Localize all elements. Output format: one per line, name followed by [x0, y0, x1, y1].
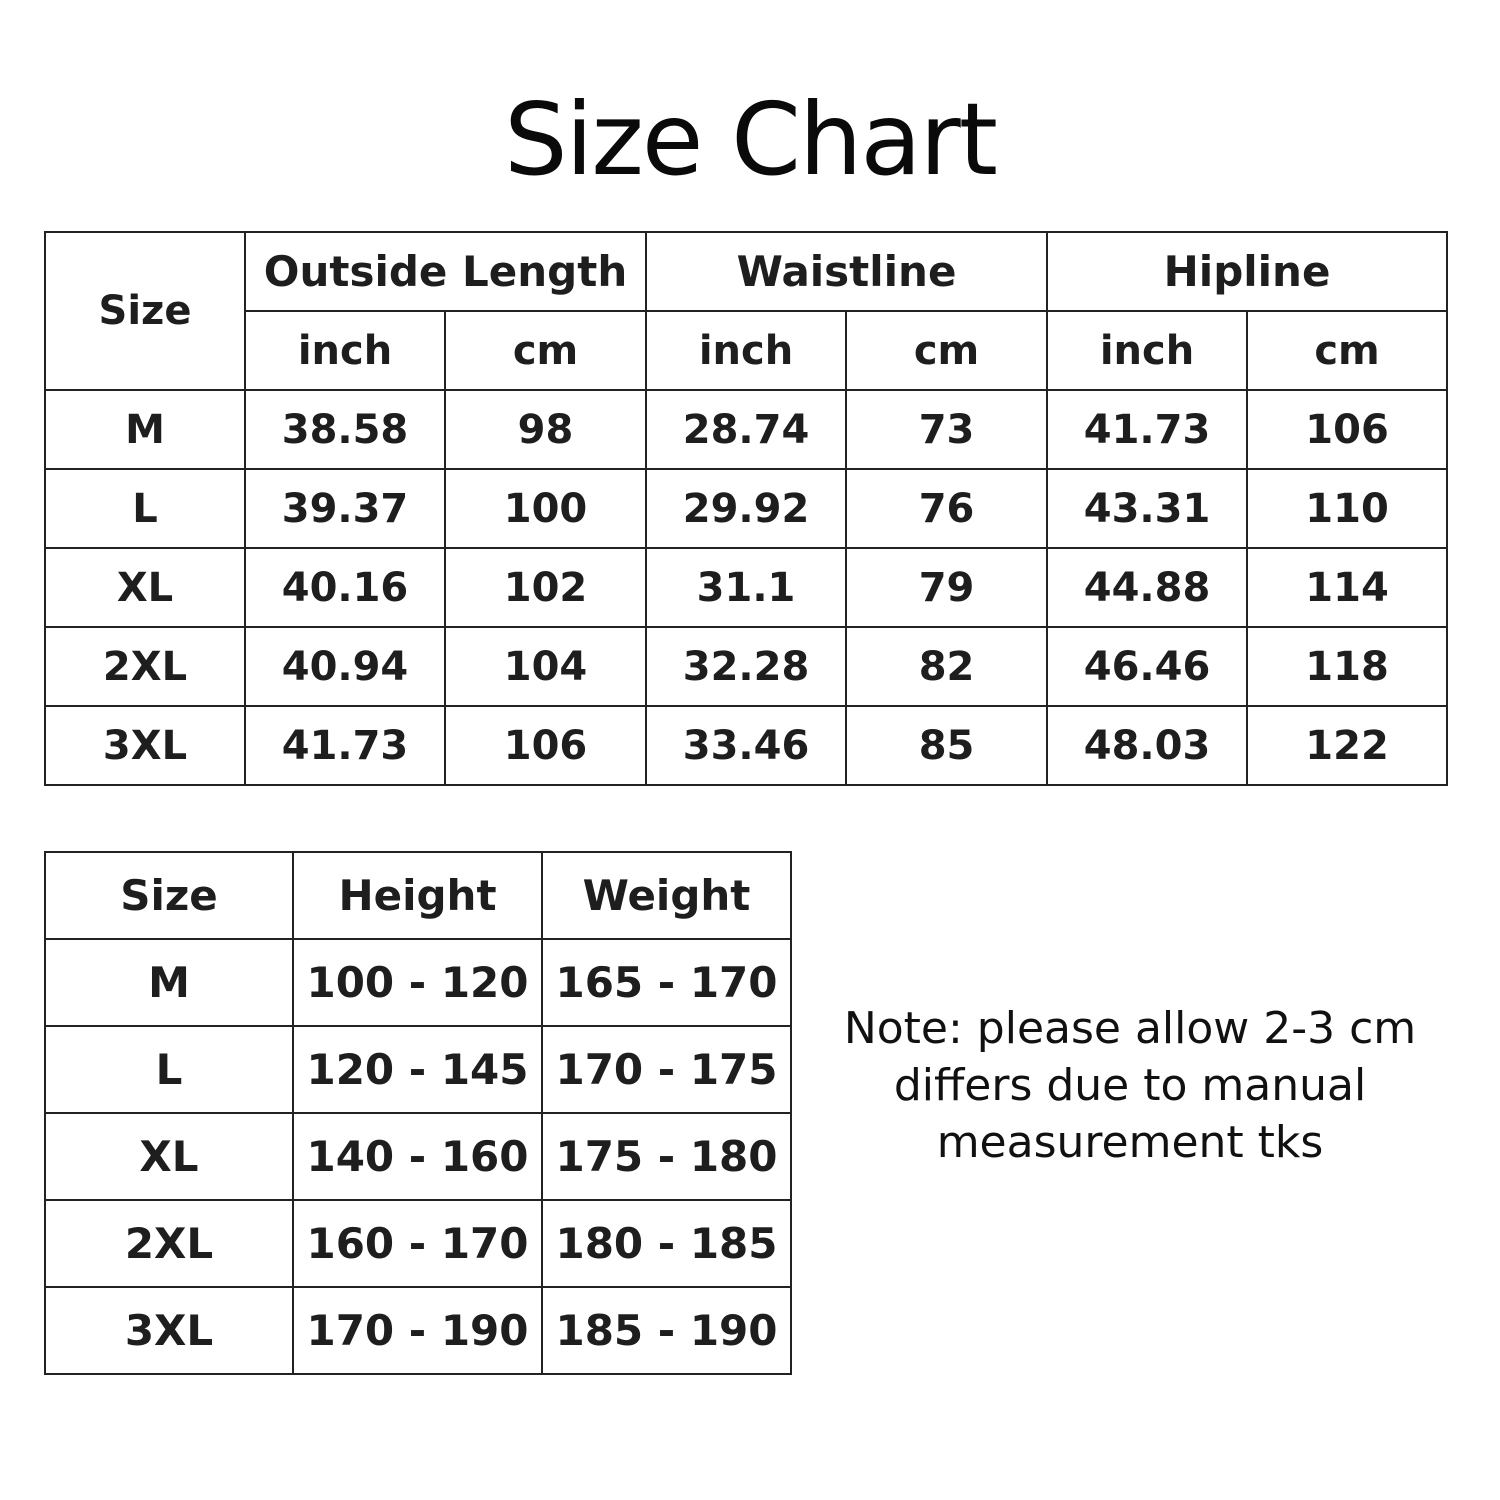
table-cell: 122: [1247, 706, 1447, 785]
weight-column-header: Weight: [542, 852, 791, 939]
table-cell: 185 - 190: [542, 1287, 791, 1374]
table-cell: 82: [846, 627, 1047, 706]
unit-header: cm: [846, 311, 1047, 390]
table-cell: 102: [445, 548, 646, 627]
table-cell: 165 - 170: [542, 939, 791, 1026]
size-cell: 3XL: [45, 1287, 293, 1374]
table-cell: 160 - 170: [293, 1200, 542, 1287]
table-cell: 79: [846, 548, 1047, 627]
table-cell: 41.73: [245, 706, 445, 785]
table-row: [45, 1287, 791, 1374]
table-cell: 43.31: [1047, 469, 1247, 548]
table-cell: 38.58: [245, 390, 445, 469]
table-cell: 170 - 190: [293, 1287, 542, 1374]
table-cell: 175 - 180: [542, 1113, 791, 1200]
table-cell: 32.28: [646, 627, 846, 706]
size-cell: 2XL: [45, 1200, 293, 1287]
table-cell: 76: [846, 469, 1047, 548]
note-line: measurement tks: [936, 1117, 1324, 1168]
table-row: [45, 390, 1447, 469]
table-cell: 44.88: [1047, 548, 1247, 627]
table-row: [45, 627, 1447, 706]
table-cell: 106: [445, 706, 646, 785]
size-cell: XL: [45, 1113, 293, 1200]
table-cell: 31.1: [646, 548, 846, 627]
height-weight-table: [44, 851, 792, 1375]
table-cell: 118: [1247, 627, 1447, 706]
table-cell: 110: [1247, 469, 1447, 548]
size-cell: M: [45, 939, 293, 1026]
table-cell: 48.03: [1047, 706, 1247, 785]
table-row: [45, 706, 1447, 785]
size-cell: 3XL: [45, 706, 245, 785]
table-cell: 114: [1247, 548, 1447, 627]
page-title: Size Chart: [504, 81, 996, 198]
note-line: differs due to manual: [893, 1060, 1367, 1111]
unit-header: cm: [445, 311, 646, 390]
table-cell: 120 - 145: [293, 1026, 542, 1113]
table-cell: 98: [445, 390, 646, 469]
table-cell: 28.74: [646, 390, 846, 469]
table-cell: 180 - 185: [542, 1200, 791, 1287]
table-cell: 100 - 120: [293, 939, 542, 1026]
table-cell: 100: [445, 469, 646, 548]
note-line: Note: please allow 2-3 cm: [843, 1003, 1417, 1054]
unit-header: cm: [1247, 311, 1447, 390]
size-cell: M: [45, 390, 245, 469]
unit-header: inch: [245, 311, 445, 390]
table-cell: 33.46: [646, 706, 846, 785]
size-measurement-table: [44, 231, 1448, 786]
unit-header-row: [45, 311, 1447, 390]
table-row: [45, 939, 791, 1026]
table-cell: 73: [846, 390, 1047, 469]
table-cell: 46.46: [1047, 627, 1247, 706]
height-column-header: Height: [293, 852, 542, 939]
table-cell: 170 - 175: [542, 1026, 791, 1113]
table-cell: 41.73: [1047, 390, 1247, 469]
table-cell: 40.16: [245, 548, 445, 627]
table-cell: 106: [1247, 390, 1447, 469]
table-header-row: [45, 852, 791, 939]
table-row: [45, 1026, 791, 1113]
unit-header: inch: [1047, 311, 1247, 390]
table-header-row: [45, 232, 1447, 311]
table-cell: 39.37: [245, 469, 445, 548]
outside-length-header: Outside Length: [245, 232, 646, 311]
waistline-header: Waistline: [646, 232, 1047, 311]
table-cell: 140 - 160: [293, 1113, 542, 1200]
table-cell: 85: [846, 706, 1047, 785]
table-cell: 29.92: [646, 469, 846, 548]
table-row: [45, 548, 1447, 627]
size-column-header: Size: [45, 852, 293, 939]
measurement-note: [810, 1000, 1450, 1171]
table-row: [45, 469, 1447, 548]
size-cell: 2XL: [45, 627, 245, 706]
table-row: [45, 1200, 791, 1287]
table-row: [45, 1113, 791, 1200]
size-column-header: Size: [45, 232, 245, 390]
size-cell: XL: [45, 548, 245, 627]
hipline-header: Hipline: [1047, 232, 1447, 311]
size-cell: L: [45, 1026, 293, 1113]
table-cell: 104: [445, 627, 646, 706]
size-cell: L: [45, 469, 245, 548]
table-cell: 40.94: [245, 627, 445, 706]
unit-header: inch: [646, 311, 846, 390]
